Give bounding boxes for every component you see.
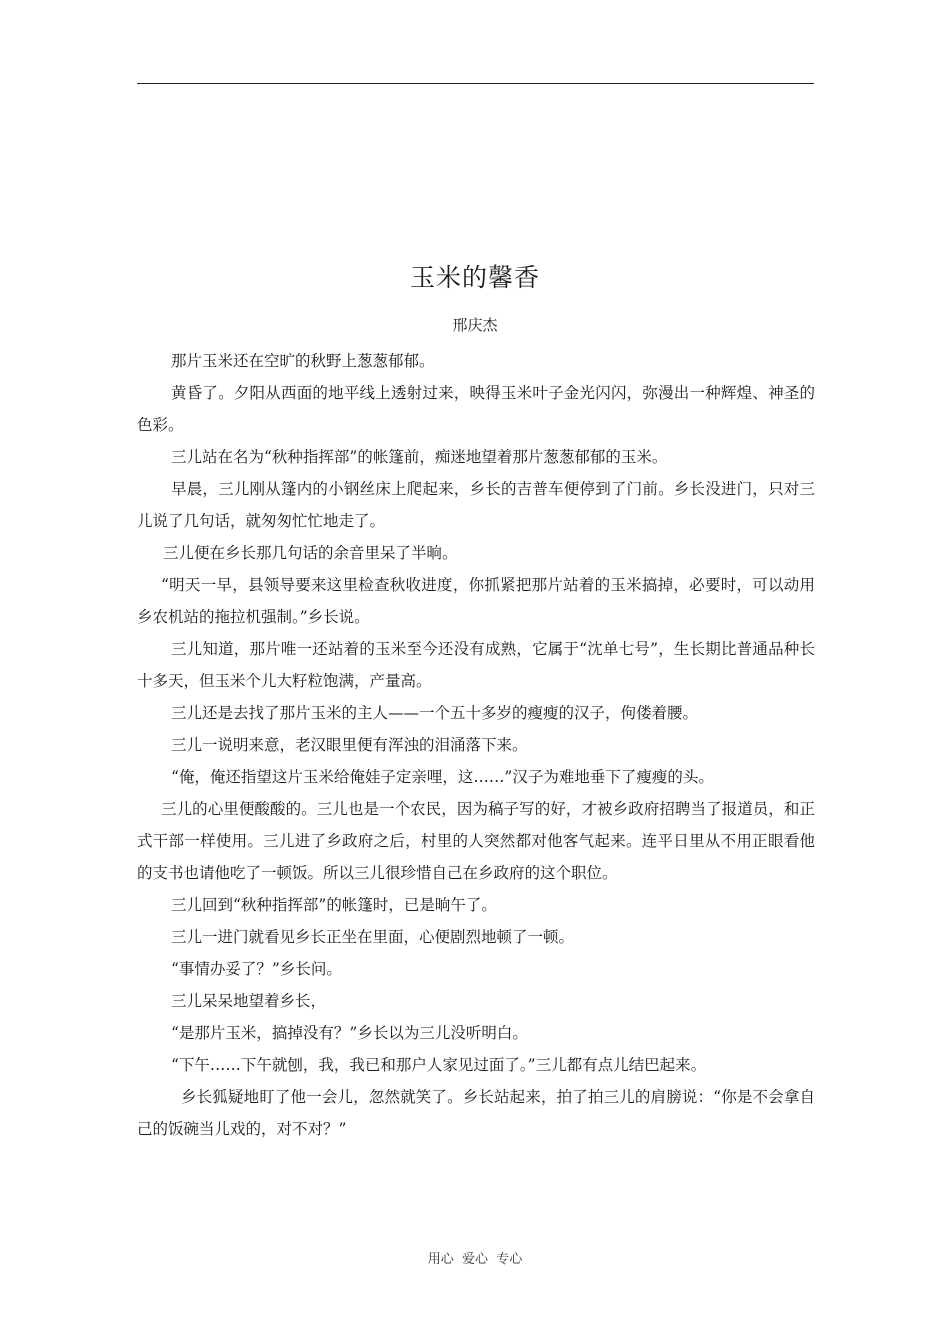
paragraph-6: “明天一早，县领导要来这里检查秋收进度，你抓紧把那片站着的玉米搞掉，必要时，可以动用乡农机站的拖拉机强制。”乡长说。 (137, 576, 815, 626)
article-body (137, 345, 815, 1145)
paragraph-10: “俺，俺还指望这片玉米给俺娃子定亲哩，这……”汉子为难地垂下了瘦瘦的头。 (171, 768, 714, 786)
document-title: 玉米的馨香 (409, 263, 540, 292)
header-rule (137, 83, 814, 84)
paragraph-4: 早晨，三儿刚从篷内的小钢丝床上爬起来，乡长的吉普车便停到了门前。乡长没进门，只对三儿说了几句话，就匆匆忙忙地走了。 (137, 480, 815, 530)
paragraph-13: 三儿一进门就看见乡长正坐在里面，心便剧烈地顿了一顿。 (171, 928, 575, 946)
paragraph-1: 那片玉米还在空旷的秋野上葱葱郁郁。 (171, 352, 435, 370)
paragraph-11: 三儿的心里便酸酸的。三儿也是一个农民，因为稿子写的好，才被乡政府招聘当了报道员，和正式干部一样使用。三儿进了乡政府之后，村里的人突然都对他客气起来。连平日里从不用正眼看他的支书也请他吃了一顿饭。所以三儿很珍惜自己在乡政府的这个职位。 (137, 800, 815, 882)
paragraph-15: 三儿呆呆地望着乡长， (171, 992, 327, 1010)
paragraph-14: “事情办妥了？”乡长问。 (171, 960, 342, 978)
paragraph-3: 三儿站在名为“秋种指挥部”的帐篷前，痴迷地望着那片葱葱郁郁的玉米。 (171, 448, 668, 466)
paragraph-16: “是那片玉米，搞掉没有？”乡长以为三儿没听明白。 (171, 1024, 528, 1042)
paragraph-9: 三儿一说明来意，老汉眼里便有浑浊的泪涌落下来。 (171, 736, 528, 754)
page-footer: 用心 爱心 专心 (427, 1252, 523, 1267)
paragraph-8: 三儿还是去找了那片玉米的主人——一个五十多岁的瘦瘦的汉子，佝偻着腰。 (171, 704, 699, 722)
paragraph-7: 三儿知道，那片唯一还站着的玉米至今还没有成熟，它属于“沈单七号”，生长期比普通品种长十多天，但玉米个儿大籽粒饱满，产量高。 (137, 640, 815, 690)
paragraph-17: “下午……下午就刨，我，我已和那户人家见过面了。”三儿都有点儿结巴起来。 (171, 1056, 707, 1074)
paragraph-12: 三儿回到“秋种指挥部”的帐篷时，已是晌午了。 (171, 896, 497, 914)
author-name: 邢庆杰 (452, 316, 498, 334)
paragraph-18: 乡长狐疑地盯了他一会儿，忽然就笑了。乡长站起来，拍了拍三儿的肩膀说：“你是不会拿自己的饭碗当儿戏的，对不对？” (137, 1088, 815, 1138)
paragraph-2: 黄昏了。夕阳从西面的地平线上透射过来，映得玉米叶子金光闪闪，弥漫出一种辉煌、神圣的色彩。 (137, 384, 815, 434)
paragraph-5: 三儿便在乡长那几句话的余音里呆了半晌。 (163, 544, 458, 562)
